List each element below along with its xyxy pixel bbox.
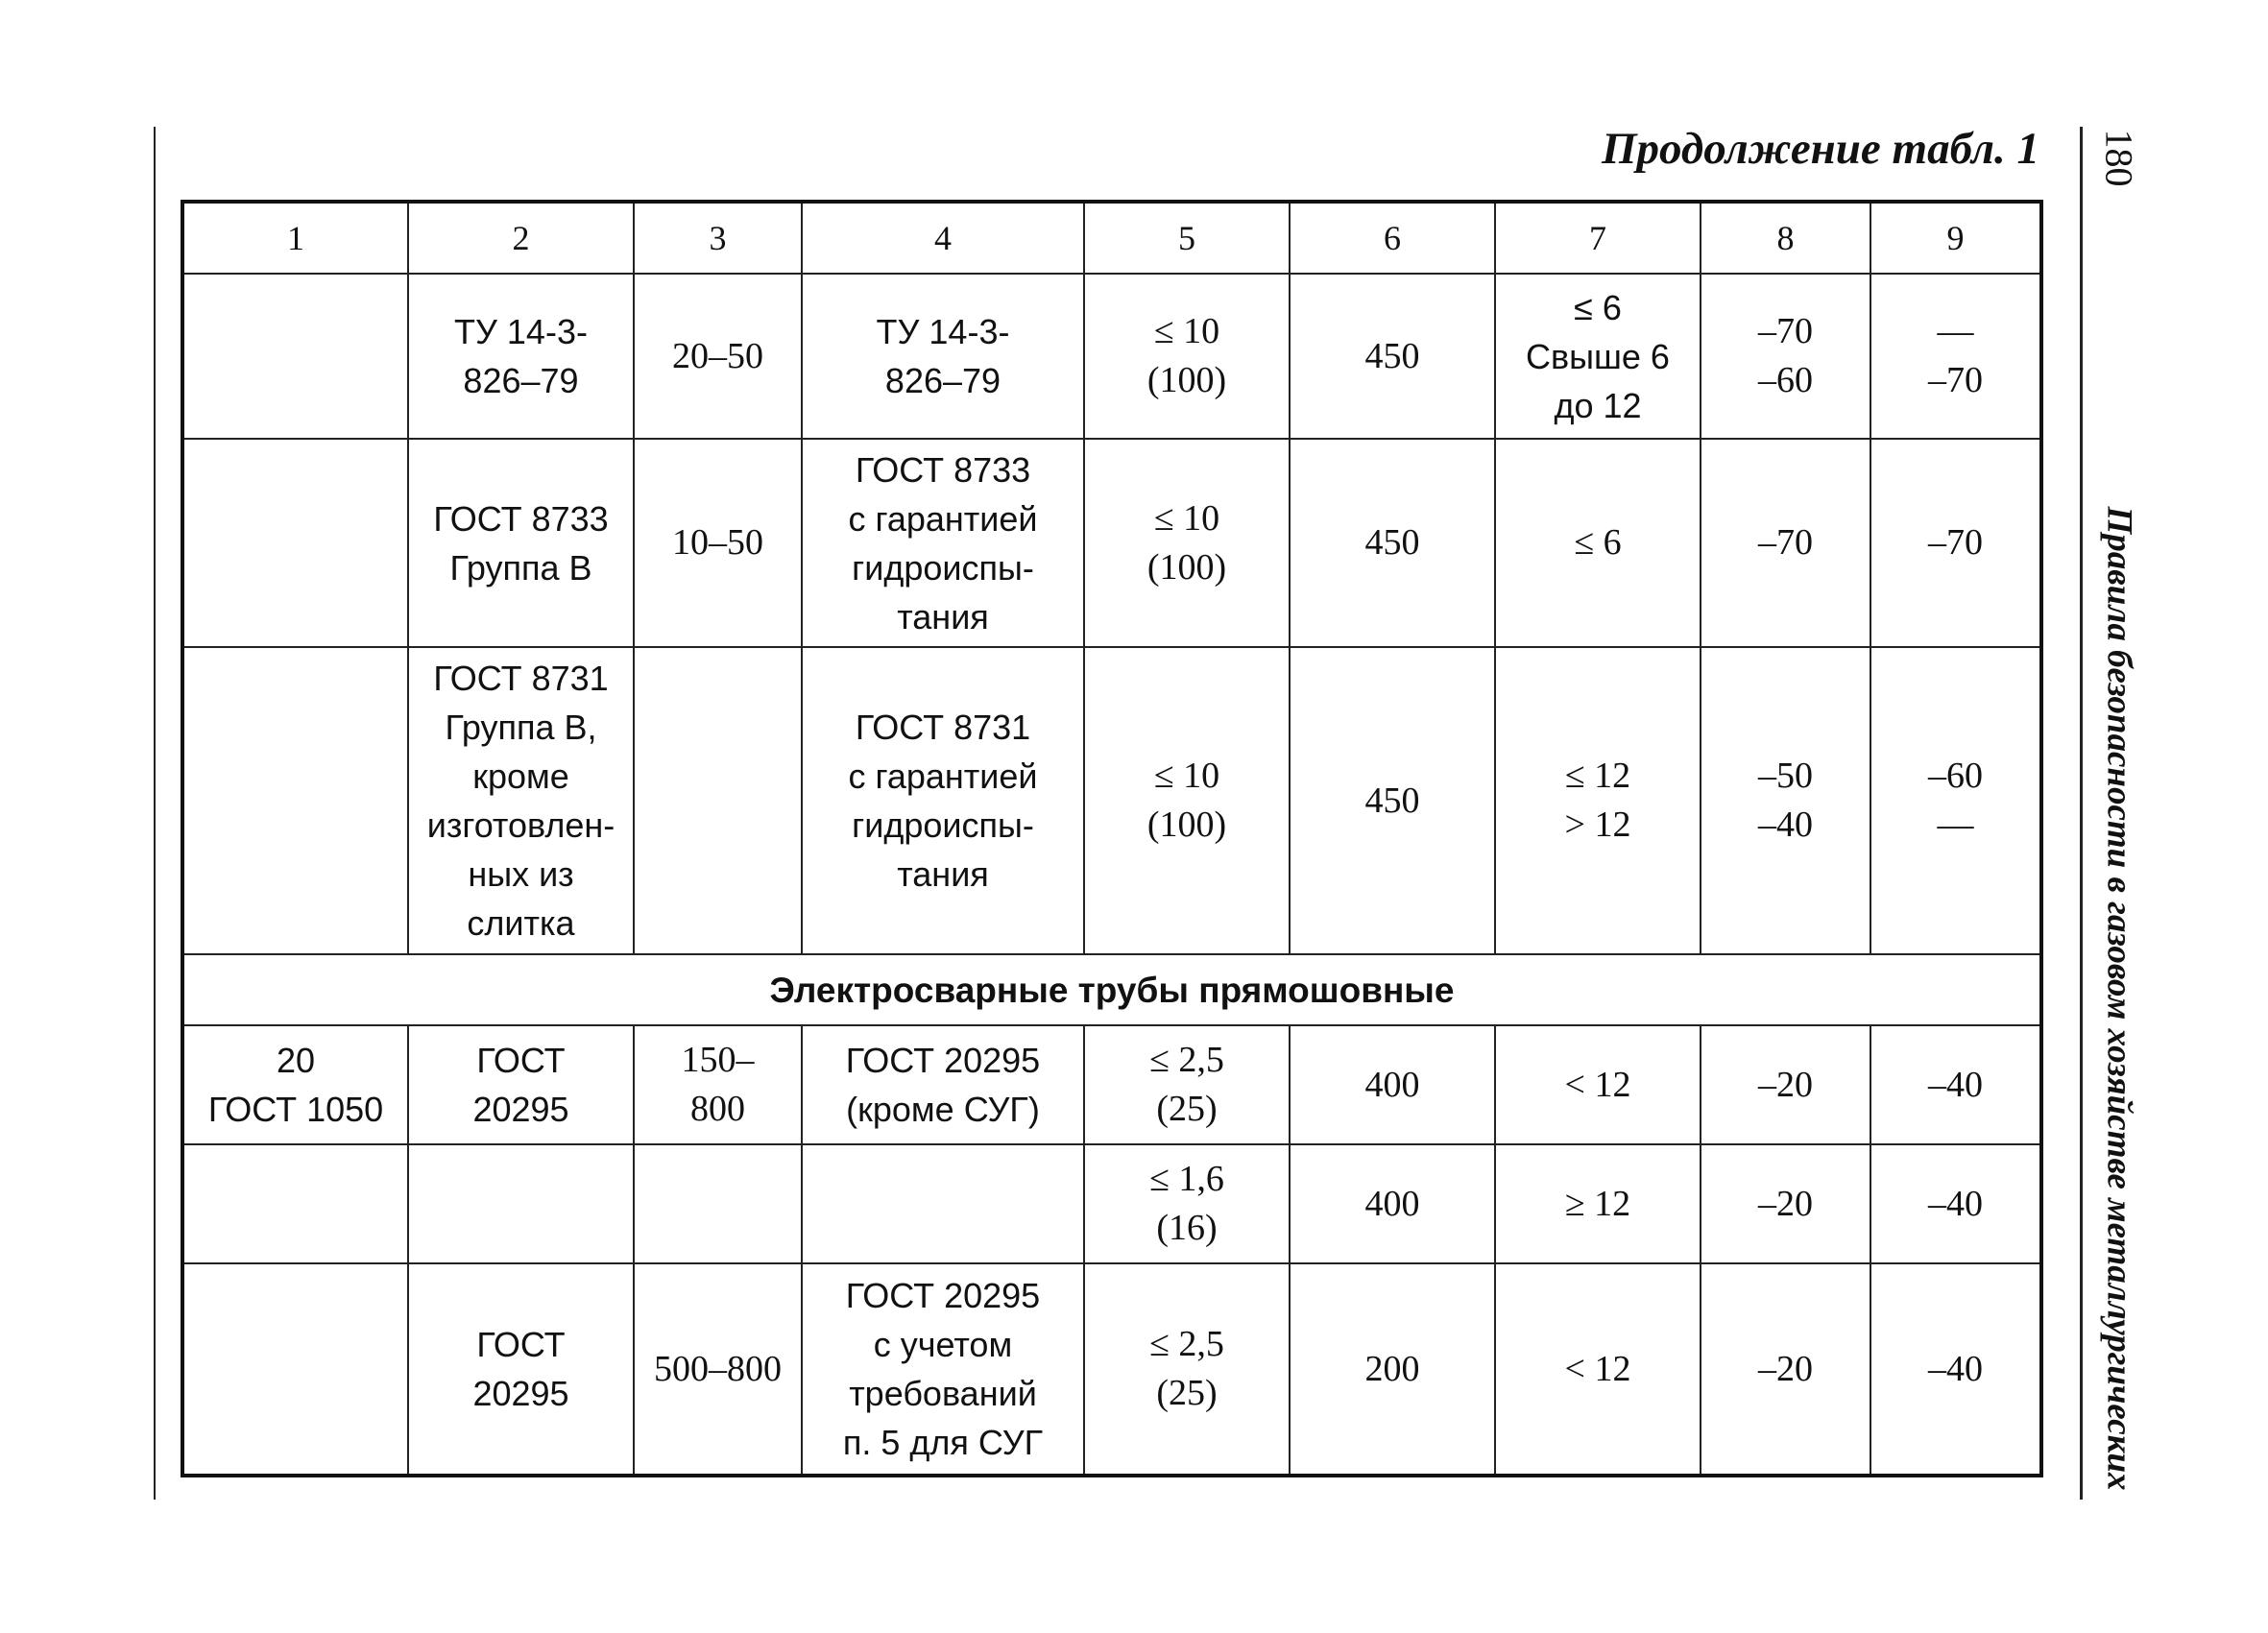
section-title: Электросварные трубы прямошовные (182, 954, 2041, 1025)
table-cell: — –70 (1870, 274, 2041, 439)
table-cell: ГОСТ 20295 (408, 1025, 634, 1144)
table-row (182, 439, 2041, 647)
section-row (182, 954, 2041, 1025)
column-header: 6 (1290, 202, 1495, 274)
column-header: 4 (802, 202, 1084, 274)
table-row (182, 647, 2041, 954)
table-cell: –50 –40 (1701, 647, 1870, 954)
table-cell: ≥ 12 (1495, 1144, 1701, 1263)
table-cell (802, 1144, 1084, 1263)
page-number (2095, 123, 2143, 192)
column-header: 2 (408, 202, 634, 274)
table-cell: 400 (1290, 1025, 1495, 1144)
right-margin-rule (2080, 127, 2083, 1500)
table-cell: ГОСТ 20295 (408, 1263, 634, 1476)
table-cell: 20 ГОСТ 1050 (182, 1025, 408, 1144)
column-header: 7 (1495, 202, 1701, 274)
table-cell (634, 647, 802, 954)
table-cell: ≤ 2,5 (25) (1084, 1025, 1290, 1144)
table-cell (182, 647, 408, 954)
table-cell: –70 (1701, 439, 1870, 647)
column-header: 1 (182, 202, 408, 274)
table-cell: ≤ 10 (100) (1084, 647, 1290, 954)
table-cell: –20 (1701, 1025, 1870, 1144)
table-cell: –40 (1870, 1144, 2041, 1263)
table-cell: ГОСТ 8733 Группа В (408, 439, 634, 647)
page-number-text: 180 (2097, 129, 2141, 186)
table-cell: –70 (1870, 439, 2041, 647)
table-row (182, 274, 2041, 439)
table-cell (182, 439, 408, 647)
table-cell: –20 (1701, 1144, 1870, 1263)
table-cell: 10–50 (634, 439, 802, 647)
table-cell: –70 –60 (1701, 274, 1870, 439)
table-cell: ≤ 6 Свыше 6 до 12 (1495, 274, 1701, 439)
table-row (182, 1263, 2041, 1476)
table-cell: 500–800 (634, 1263, 802, 1476)
table-cell (182, 274, 408, 439)
table-cell: ГОСТ 8731 Группа В, кроме изготовлен- ных из слитка (408, 647, 634, 954)
table-cell: 20–50 (634, 274, 802, 439)
table-cell: ≤ 10 (100) (1084, 274, 1290, 439)
column-header: 9 (1870, 202, 2041, 274)
table-cell: 400 (1290, 1144, 1495, 1263)
table-cell: 450 (1290, 274, 1495, 439)
table-cell: 200 (1290, 1263, 1495, 1476)
table-cell: 450 (1290, 439, 1495, 647)
table-cell: 450 (1290, 647, 1495, 954)
table-cell (182, 1144, 408, 1263)
table-cell (182, 1263, 408, 1476)
table-cell: ТУ 14-3- 826–79 (408, 274, 634, 439)
table-cell (408, 1144, 634, 1263)
table-cell: –40 (1870, 1263, 2041, 1476)
table-cell: ГОСТ 8731 с гарантией гидроиспы- тания (802, 647, 1084, 954)
table-cell: ТУ 14-3- 826–79 (802, 274, 1084, 439)
table-cell: –60 — (1870, 647, 2041, 954)
table-cell: ≤ 12 > 12 (1495, 647, 1701, 954)
table-cell: ≤ 6 (1495, 439, 1701, 647)
column-header: 3 (634, 202, 802, 274)
table-cell: ≤ 2,5 (25) (1084, 1263, 1290, 1476)
table-row (182, 1144, 2041, 1263)
table-cell: < 12 (1495, 1263, 1701, 1476)
table-row (182, 1025, 2041, 1144)
table-cell: ≤ 1,6 (16) (1084, 1144, 1290, 1263)
table-cell: < 12 (1495, 1025, 1701, 1144)
running-title-text: Правила безопасности в газовом хозяйстве металлургических (2099, 506, 2139, 1491)
table-cell: ГОСТ 20295 (кроме СУГ) (802, 1025, 1084, 1144)
data-table (181, 200, 2043, 1477)
table-cell: ГОСТ 8733 с гарантией гидроиспы- тания (802, 439, 1084, 647)
table-cell (634, 1144, 802, 1263)
column-header: 8 (1701, 202, 1870, 274)
header-row (182, 202, 2041, 274)
table-caption: Продолжение табл. 1 (1601, 124, 2039, 174)
table-cell: –20 (1701, 1263, 1870, 1476)
table-cell: 150– 800 (634, 1025, 802, 1144)
table-cell: –40 (1870, 1025, 2041, 1144)
table-cell: ГОСТ 20295 с учетом требований п. 5 для СУГ (802, 1263, 1084, 1476)
left-margin-rule (154, 127, 156, 1500)
table-cell: ≤ 10 (100) (1084, 439, 1290, 647)
column-header: 5 (1084, 202, 1290, 274)
